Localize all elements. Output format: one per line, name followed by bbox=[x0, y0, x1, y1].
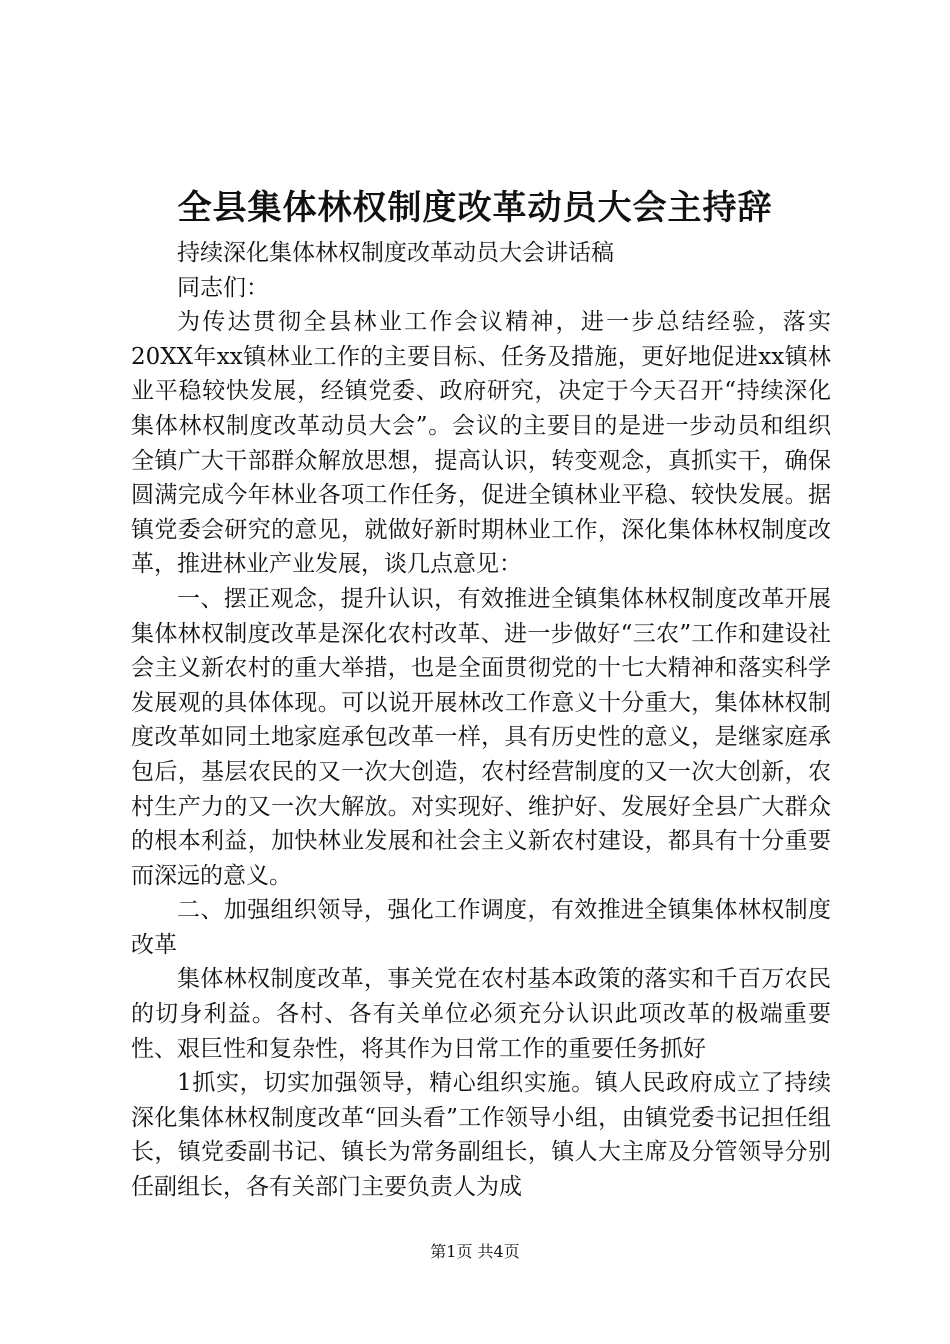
document-body bbox=[131, 236, 831, 1205]
document-title: 全县集体林权制度改革动员大会主持辞 bbox=[177, 188, 773, 228]
body-paragraph: 集体林权制度改革，事关党在农村基本政策的落实和千百万农民的切身利益。各村、各有关单位必须充分认识此项改革的极端重要性、艰巨性和复杂性，将其作为日常工作的重要任务抓好 bbox=[131, 966, 831, 1062]
body-paragraph: 为传达贯彻全县林业工作会议精神，进一步总结经验，落实20XX年xx镇林业工作的主要目标、任务及措施，更好地促进xx镇林业平稳较快发展，经镇党委、政府研究，决定于今天召开“持续深化集体林权制度改革动员大会”。会议的主要目的是进一步动员和组织全镇广大干部群众解放思想，提高认识，转变观念，真抓实干，确保圆满完成今年林业各项工作任务，促进全镇林业平稳、较快发展。据镇党委会研究的意见，就做好新时期林业工作，深化集体林权制度改革，推进林业产业发展，谈几点意见： bbox=[131, 309, 831, 578]
page-footer: 第1页 共4页 bbox=[430, 1242, 520, 1261]
subtitle-paragraph: 持续深化集体林权制度改革动员大会讲话稿 bbox=[177, 240, 614, 266]
salutation-paragraph: 同志们： bbox=[177, 274, 269, 301]
body-paragraph: 1抓实，切实加强领导，精心组织实施。镇人民政府成立了持续深化集体林权制度改革“回头看”工作领导小组，由镇党委书记担任组长，镇党委副书记、镇长为常务副组长，镇人大主席及分管领导分别任副组长，各有关部门主要负责人为成 bbox=[131, 1070, 831, 1201]
body-paragraph: 一、摆正观念，提升认识，有效推进全镇集体林权制度改革开展集体林权制度改革是深化农村改革、进一步做好“三农”工作和建设社会主义新农村的重大举措，也是全面贯彻党的十七大精神和落实科学发展观的具体体现。可以说开展林改工作意义十分重大，集体林权制度改革如同土地家庭承包改革一样，具有历史性的意义，是继家庭承包后，基层农民的又一次大创造，农村经营制度的又一次大创新，农村生产力的又一次大解放。对实现好、维护好、发展好全县广大群众的根本利益，加快林业发展和社会主义新农村建设，都具有十分重要而深远的意义。 bbox=[131, 585, 831, 889]
section-heading: 二、加强组织领导，强化工作调度，有效推进全镇集体林权制度改革 bbox=[131, 897, 831, 958]
